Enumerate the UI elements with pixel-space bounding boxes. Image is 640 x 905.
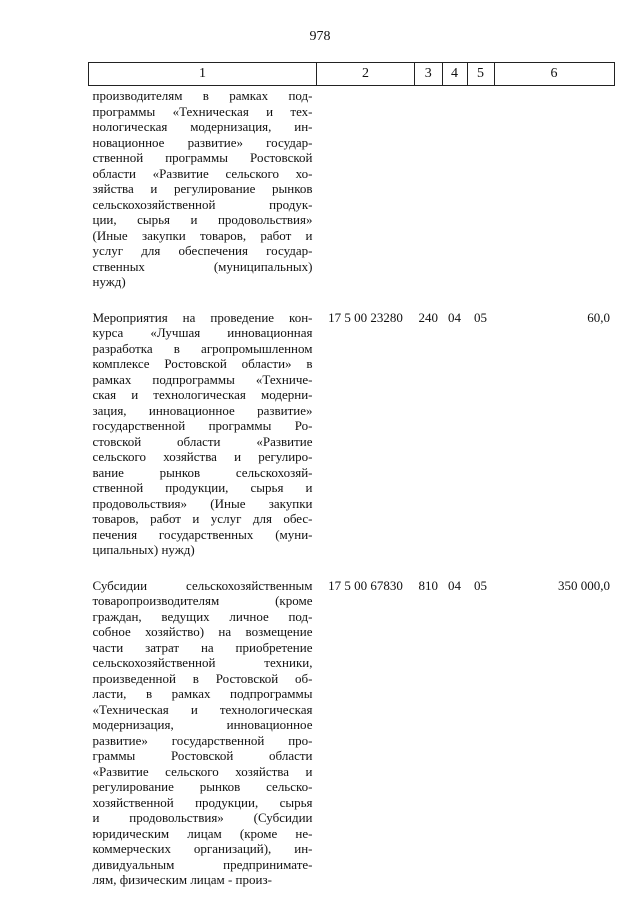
- description-line: хозяйственной продукции, сырья: [92, 794, 313, 810]
- description-line: ственной программы Ростовской: [92, 150, 313, 165]
- description-line: ципальных) нужд): [92, 542, 195, 557]
- subsection-code: 05: [474, 577, 487, 593]
- description-line: государственной программы Ро-: [92, 418, 313, 433]
- description-line: вание рынков сельскохозяй-: [92, 464, 313, 480]
- description-line: области «Развитие сельского хо-: [92, 165, 313, 181]
- description-line: и продовольствия» (Субсидии: [92, 810, 313, 825]
- column-header-5: 5: [467, 63, 494, 86]
- description-line: регулирование рынков сельско-: [92, 779, 313, 794]
- column-header-2: 2: [317, 63, 415, 86]
- column-header-3: 3: [415, 63, 443, 86]
- description-line: развитие» государственной про-: [92, 732, 313, 748]
- description-line: нологическая модернизация, ин-: [92, 119, 313, 134]
- description-line: дивидуальным предпринимате-: [92, 856, 313, 872]
- description-line: товаропроизводителям (кроме: [92, 593, 313, 608]
- description-line: программы «Техническая и тех-: [92, 103, 313, 119]
- description-line: ская и технологическая модерни-: [92, 387, 313, 402]
- amount: 350 000,0: [558, 577, 610, 593]
- description-line: комплексе Ростовской области» в: [92, 356, 313, 371]
- table-header-row: [89, 63, 615, 86]
- description-line: сельскохозяйственной техники,: [92, 655, 313, 670]
- description-line: «Развитие сельского хозяйства и: [92, 763, 313, 779]
- description-line: части затрат на приобретение: [92, 639, 313, 655]
- table-row: [89, 578, 615, 888]
- amount: [494, 86, 614, 290]
- column-header-4: 4: [442, 63, 467, 86]
- description-line: граммы Ростовской области: [92, 748, 313, 763]
- description-line: ственных (муниципальных): [92, 258, 313, 274]
- column-header-1: 1: [89, 63, 317, 86]
- expense-type: 240: [418, 309, 438, 325]
- target-article-code: [317, 86, 415, 290]
- description-line: товаров, работ и услуг для обес-: [92, 511, 313, 526]
- table-row: [89, 86, 615, 290]
- description-line: собное хозяйство) на возмещение: [92, 624, 313, 639]
- description-line: сельского хозяйства и регулиро-: [92, 449, 313, 464]
- expense-type: [415, 86, 443, 290]
- description-line: курса «Лучшая инновационная: [92, 325, 313, 340]
- subsection-code: 05: [474, 309, 487, 325]
- description-line: лям, физическим лицам - произ-: [92, 872, 272, 887]
- section-code: 04: [448, 309, 461, 325]
- description-line: сельскохозяйственной продук-: [92, 196, 313, 212]
- section-code: [442, 86, 467, 290]
- description-line: зяйства и регулирование рынков: [92, 181, 313, 196]
- description-line: производителям в рамках под-: [92, 88, 313, 103]
- row-description: [89, 310, 317, 558]
- description-line: нужд): [92, 274, 126, 289]
- description-line: модернизация, инновационное: [92, 717, 313, 732]
- table-row: [89, 310, 615, 558]
- description-line: печения государственных (муни-: [92, 526, 313, 542]
- description-line: услуг для обеспечения государ-: [92, 243, 313, 258]
- row-spacer: [89, 558, 615, 578]
- description-line: стовской области «Развитие: [92, 433, 313, 449]
- section-code: 04: [448, 577, 461, 593]
- description-line: новационное развитие» государ-: [92, 134, 313, 150]
- description-line: коммерческих организаций), ин-: [92, 841, 313, 856]
- description-line: ласти, в рамках подпрограммы: [92, 686, 313, 701]
- description-line: граждан, ведущих личное под-: [92, 608, 313, 624]
- description-line: Субсидии сельскохозяйственным: [92, 577, 313, 593]
- row-spacer: [89, 290, 615, 310]
- description-line: (Иные закупки товаров, работ и: [92, 227, 313, 243]
- description-line: зация, инновационное развитие»: [92, 402, 313, 418]
- description-line: «Техническая и технологическая: [92, 701, 313, 717]
- row-description: [89, 578, 317, 888]
- target-article-code: 17 5 00 67830: [328, 577, 403, 593]
- target-article-code: 17 5 00 23280: [328, 309, 403, 325]
- description-line: Мероприятия на проведение кон-: [92, 309, 313, 325]
- description-line: ции, сырья и продовольствия»: [92, 212, 313, 227]
- description-line: разработка в агропромышленном: [92, 340, 313, 356]
- description-line: ственной продукции, сырья и: [92, 480, 313, 495]
- description-line: произведенной в Ростовской об-: [92, 670, 313, 686]
- amount: 60,0: [587, 309, 610, 325]
- expense-type: 810: [418, 577, 438, 593]
- subsection-code: [467, 86, 494, 290]
- column-header-6: 6: [494, 63, 614, 86]
- description-line: юридическим лицам (кроме не-: [92, 825, 313, 841]
- budget-table: [88, 62, 615, 888]
- row-description: [89, 86, 317, 290]
- page-number: 978: [309, 29, 331, 44]
- description-line: рамках подпрограммы «Техниче-: [92, 371, 313, 387]
- description-line: продовольствия» (Иные закупки: [92, 495, 313, 511]
